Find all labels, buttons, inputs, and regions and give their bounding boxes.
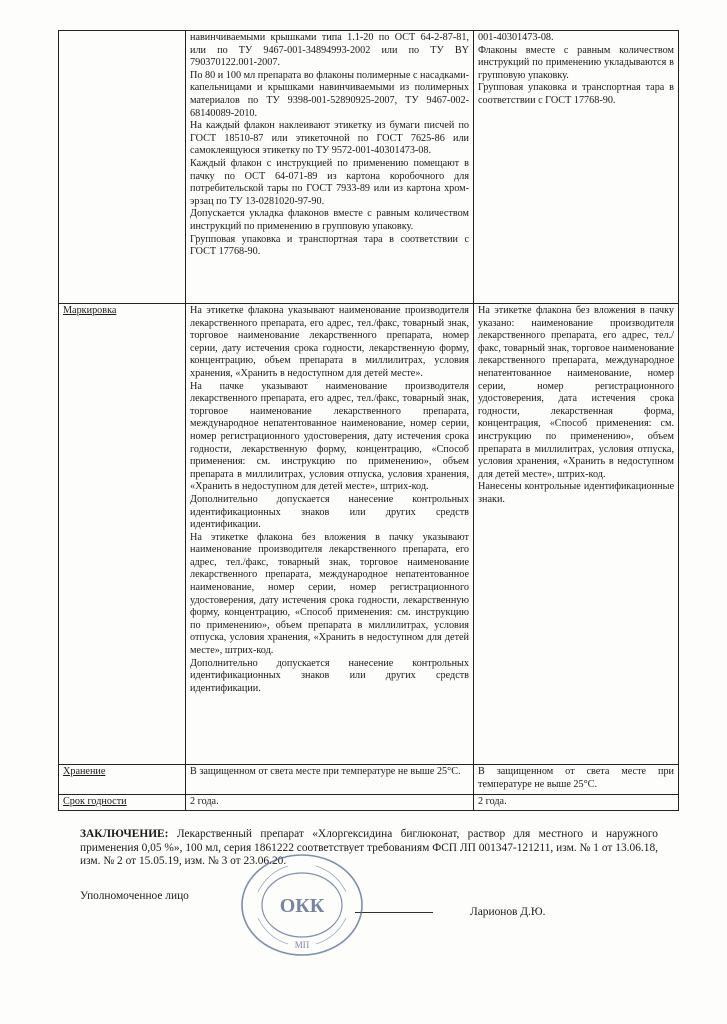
text-paragraph: В защищенном от света месте при температуре не выше 25°С.	[190, 766, 461, 777]
text-paragraph: Групповая упаковка и транспортная тара в соответствии с ГОСТ 17768-90.	[478, 82, 674, 106]
table-row-packaging	[59, 31, 679, 304]
stamp-arc-decoration	[258, 918, 288, 944]
text-paragraph: Групповая упаковка и транспортная тара в соответствии с ГОСТ 17768-90.	[190, 233, 469, 258]
text-paragraph: Дополнительно допускается нанесение контрольных идентификационных знаков или других средств идентификации.	[190, 657, 469, 694]
packaging-label-cell	[59, 31, 186, 304]
conclusion-text: Лекарственный препарат «Хлоргексидина биглюконат, раствор для местного и наружного применения 0,05 %», 100 мл, серия 1861222 соответствует требованиям ФСП ЛП 001347-121211, изм. № 1 от 13.06.18, изм. № 2 от 15.05.19, изм. № 3 от 23.06.20.	[80, 828, 658, 868]
text-paragraph: 2 года.	[190, 796, 219, 807]
text-paragraph: навинчиваемыми крышками типа 1.1-20 по ОСТ 64-2-87-81, или по ТУ 9467-001-34894993-2002 или по ТУ BY 790370122.001-2007.	[190, 32, 469, 69]
conclusion-lead: ЗАКЛЮЧЕНИЕ:	[80, 828, 169, 840]
text-paragraph: Дополнительно допускается нанесение контрольных идентификационных знаков или других средств идентификации.	[190, 493, 469, 531]
quality-control-stamp	[238, 852, 366, 958]
text-paragraph: На каждый флакон наклеивают этикетку из бумаги писчей по ГОСТ 18510-87 или этикеточной по ГОСТ 7625-86 или самоклеящуюся этикетку по ТУ 9572-001-40301473-08.	[190, 120, 469, 157]
packaging-results-cell	[474, 31, 679, 304]
storage-label-cell	[59, 765, 186, 795]
marking-requirements-cell	[186, 304, 474, 765]
storage-results-cell	[474, 765, 679, 795]
signer-title: Уполномоченное лицо	[80, 890, 189, 902]
specification-table	[58, 30, 679, 811]
text-paragraph: На пачке указывают наименование производителя лекарственного препарата, его адрес, тел./факс, товарный знак, торговое наименование лекарственного препарата, международное непатентованное наименование, номер серии, номер регистрационного удостоверения, дату истечения срока годности, лекарственную форму, концентрацию, «Способ применения: см. инструкцию по применению», объем препарата в миллилитрах, условия отпуска, условия хранения, «Хранить в недоступном для детей месте», штрих-код.	[190, 380, 469, 493]
stamp-arc-decoration	[316, 918, 346, 944]
stamp-bottom-text: МП	[294, 940, 310, 950]
text-paragraph: 001-40301473-08.	[478, 32, 554, 43]
text-paragraph: В защищенном от света месте при температуре не выше 25°С.	[478, 766, 674, 790]
row-label: Маркировка	[63, 305, 117, 316]
stamp-center-text: ОКК	[279, 895, 325, 917]
text-paragraph: Флаконы вместе с равным количеством инструкций по применению укладываются в групповую упаковку.	[478, 44, 674, 81]
marking-label-cell	[59, 304, 186, 765]
text-paragraph: Нанесены контрольные идентификационные знаки.	[478, 481, 674, 505]
shelf-life-label-cell	[59, 795, 186, 811]
row-label: Срок годности	[63, 796, 127, 807]
table-row-marking	[59, 304, 679, 765]
marking-results-cell	[474, 304, 679, 765]
text-paragraph: Допускается укладка флаконов вместе с равным количеством инструкций по применению в групповую упаковку.	[190, 208, 469, 232]
stamp-arc-decoration	[258, 866, 288, 892]
text-paragraph: На этикетке флакона указывают наименование производителя лекарственного препарата, его адрес, тел./факс, товарный знак, торговое наименование лекарственного препарата, номер серии, дату истечения срока годности, лекарственную форму, концентрацию, объем препарата в миллилитрах, условия хранения, «Хранить в недоступном для детей месте».	[190, 305, 469, 379]
signer-name: Ларионов Д.Ю.	[470, 906, 546, 918]
conclusion-paragraph	[80, 828, 658, 869]
table-row-shelf-life	[59, 795, 679, 811]
row-label: Хранение	[63, 766, 106, 777]
text-paragraph: По 80 и 100 мл препарата во флаконы полимерные с насадками-капельницами и крышками навинчиваемыми из полимерных материалов по ТУ 9398-001-52890925-2007, ТУ 9467-002-68140089-2010.	[190, 69, 469, 119]
shelf-life-results-cell	[474, 795, 679, 811]
shelf-life-requirements-cell	[186, 795, 474, 811]
table-row-storage	[59, 765, 679, 795]
text-paragraph: Каждый флакон с инструкцией по применению помещают в пачку по ОСТ 64-071-89 из картона коробочного для потребительской тары по ГОСТ 7933-89 или из картона хром-эрзац по ТУ 13-0281020-97-90.	[190, 157, 469, 207]
packaging-requirements-cell	[186, 31, 474, 304]
stamp-arc-decoration	[316, 866, 346, 892]
storage-requirements-cell	[186, 765, 474, 795]
text-paragraph: На этикетке флакона без вложения в пачку указано: наименование производителя лекарственного препарата, его адрес, тел./факс, товарный знак, торговое наименование лекарственного препарата, международное непатентованное наименование, номер серии, номер регистрационного удостоверения, дата истечения срока годности, лекарственная форма, концентрация, «Способ применения: см. инструкцию по применению», объем препарата в миллилитрах, условия отпуска, условия хранения, «Хранить в недоступном для детей месте», штрих-код.	[478, 305, 674, 480]
text-paragraph: 2 года.	[478, 796, 507, 807]
text-paragraph: На этикетке флакона без вложения в пачку указывают наименование производителя лекарственного препарата, его адрес, тел./факс, товарный знак, торговое наименование лекарственного препарата, международное непатентованное наименование, номер серии, номер регистрационного удостоверения, дату истечения срока годности, лекарственную форму, концентрацию, «Способ применения: см. инструкцию по применению», объем препарата в миллилитрах, условия отпуска, условия хранения, «Хранить в недоступном для детей месте», штрих-код.	[190, 531, 469, 657]
signature-line	[355, 912, 433, 913]
